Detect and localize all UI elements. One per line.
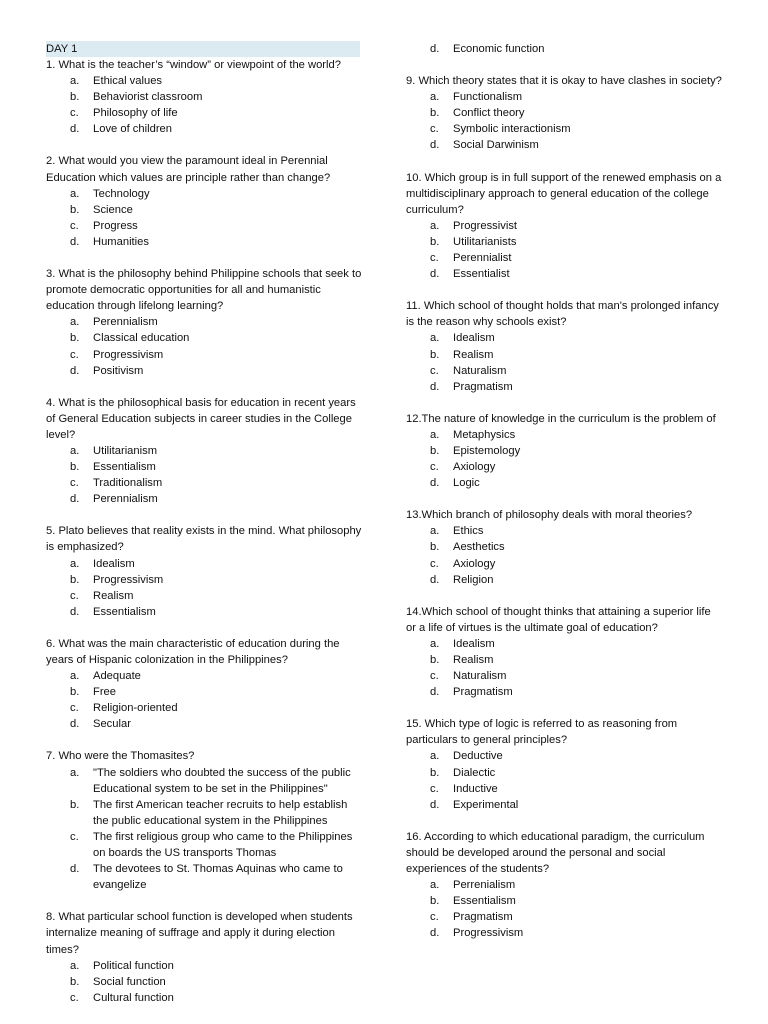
answer-option	[46, 765, 362, 797]
answer-option	[406, 379, 722, 395]
question-text: 6. What was the main characteristic of education during the years of Hispanic colonization in the Philippines?	[46, 637, 343, 666]
question-text: 16. According to which educational paradigm, the curriculum should be developed around the personal and social experiences of the students?	[406, 830, 708, 876]
question-text: 12.The nature of knowledge in the curriculum is the problem of	[406, 412, 716, 425]
answer-option	[406, 797, 722, 813]
option-letter: a.	[430, 525, 440, 538]
answer-option	[406, 250, 722, 266]
option-letter: d.	[430, 798, 440, 811]
option-letter: d.	[70, 123, 80, 136]
answer-option	[46, 73, 362, 89]
answer-option	[406, 636, 722, 652]
question-block	[406, 298, 722, 395]
option-letter: a.	[430, 332, 440, 345]
option-letter: c.	[70, 589, 79, 602]
option-letter: b.	[70, 798, 80, 811]
answer-option	[406, 877, 722, 893]
answer-option	[406, 652, 722, 668]
option-letter: a.	[430, 219, 440, 232]
answer-option	[46, 105, 362, 121]
answer-option	[46, 588, 362, 604]
option-letter: a.	[70, 670, 80, 683]
option-letter: a.	[70, 766, 80, 779]
answer-option	[406, 748, 722, 764]
option-letter: b.	[430, 654, 440, 666]
option-letter: d.	[430, 139, 440, 152]
question-block	[46, 57, 362, 137]
answer-option	[46, 475, 362, 491]
option-text: Essentialist	[453, 268, 510, 281]
option-text: Science	[93, 203, 133, 216]
option-text: Naturalism	[453, 670, 507, 683]
question-block	[46, 909, 362, 1006]
question-text: 8. What particular school function is developed when students internalize meaning of suffrage and apply it during election times?	[46, 911, 356, 956]
option-text: Realism	[93, 589, 134, 602]
option-text: Cultural function	[93, 991, 174, 1004]
option-text: Pragmatism	[453, 911, 513, 924]
option-letter: a.	[70, 444, 80, 457]
option-text: The first religious group who came to the Philippines on boards the US transports Thomas	[93, 830, 353, 860]
question-text: 11. Which school of thought holds that man's prolonged infancy is the reason why schools exist?	[406, 300, 722, 329]
option-text: Idealism	[93, 557, 135, 570]
option-text: Philosophy of life	[93, 107, 178, 120]
option-text: Dialectic	[453, 766, 496, 779]
option-text: Love of children	[93, 123, 172, 136]
option-text: Technology	[93, 187, 150, 200]
option-text: Axiology	[453, 461, 496, 474]
answer-option	[406, 363, 722, 379]
option-letter: c.	[70, 830, 79, 843]
option-text: Utilitarianism	[93, 444, 158, 457]
question-text: 7. Who were the Thomasites?	[46, 750, 195, 763]
answer-option	[46, 314, 362, 330]
answer-option	[406, 765, 722, 781]
option-text: The devotees to St. Thomas Aquinas who came to evangelize	[93, 863, 343, 892]
option-text: Humanities	[93, 235, 149, 248]
option-letter: c.	[70, 991, 79, 1004]
option-text: Economic function	[453, 43, 545, 55]
option-text: Pragmatism	[453, 380, 513, 393]
option-letter: a.	[70, 959, 80, 972]
answer-option	[46, 668, 362, 684]
question-text: 10. Which group is in full support of the renewed emphasis on a multidisciplinary approach to general education of the college curriculum?	[406, 171, 725, 216]
answer-option	[406, 925, 722, 941]
question-block	[46, 523, 365, 620]
day-title: DAY 1	[46, 41, 360, 57]
option-letter: b.	[430, 348, 440, 361]
answer-option	[46, 684, 362, 700]
option-text: Idealism	[453, 637, 495, 650]
option-letter: b.	[70, 461, 80, 474]
answer-option	[406, 459, 722, 475]
option-text: Aesthetics	[453, 541, 505, 554]
option-letter: a.	[430, 91, 440, 104]
option-letter: b.	[430, 444, 440, 457]
question-block	[46, 266, 365, 379]
option-text: Traditionalism	[93, 477, 163, 490]
answer-option	[406, 347, 722, 363]
option-text: Perennialism	[93, 493, 158, 506]
answer-option	[46, 89, 362, 105]
option-text: Free	[93, 686, 117, 699]
right-question-list	[406, 73, 725, 941]
option-text: Progressivism	[93, 573, 164, 586]
question-block	[46, 636, 362, 733]
option-letter: d.	[430, 686, 440, 699]
answer-option	[406, 218, 722, 234]
question-block	[406, 170, 725, 283]
option-letter: c.	[430, 123, 439, 136]
option-letter: c.	[70, 348, 79, 361]
answer-option	[46, 990, 362, 1006]
option-letter: c.	[430, 252, 439, 265]
option-letter: a.	[430, 750, 440, 763]
option-text: Deductive	[453, 750, 503, 763]
option-letter: a.	[70, 557, 80, 570]
option-letter: a.	[430, 637, 440, 650]
answer-option	[46, 861, 362, 893]
answer-option	[46, 572, 362, 588]
option-text: Secular	[93, 718, 131, 731]
option-letter: b.	[430, 541, 440, 554]
option-letter: c.	[430, 782, 439, 795]
option-letter: d.	[430, 268, 440, 281]
question-text: 1. What is the teacher’s “window” or viewpoint of the world?	[46, 59, 341, 71]
option-text: Behaviorist classroom	[93, 91, 203, 104]
option-letter: d.	[430, 573, 440, 586]
answer-option	[406, 137, 722, 153]
question-text: 13.Which branch of philosophy deals with moral theories?	[406, 509, 693, 522]
answer-option	[46, 716, 362, 732]
option-text: Ethics	[453, 525, 484, 538]
answer-option	[406, 121, 722, 137]
option-letter: d.	[70, 863, 80, 876]
option-letter: a.	[70, 75, 80, 88]
answer-option	[406, 668, 722, 684]
option-text: Social function	[93, 975, 166, 988]
answer-option	[46, 121, 362, 137]
option-text: Axiology	[453, 557, 496, 570]
option-letter: b.	[70, 332, 80, 345]
option-letter: b.	[430, 766, 440, 779]
question-block	[406, 829, 722, 942]
option-text: Progressivism	[453, 927, 524, 940]
answer-option	[406, 105, 722, 121]
option-text: Essentialism	[453, 895, 516, 908]
option-text: Ethical values	[93, 75, 163, 88]
option-text: Inductive	[453, 782, 498, 795]
option-text: Political function	[93, 959, 174, 972]
option-letter: c.	[430, 557, 439, 570]
answer-option	[406, 684, 722, 700]
option-letter: a.	[430, 879, 440, 892]
option-letter: c.	[70, 107, 79, 120]
answer-option	[406, 523, 722, 539]
option-text: The first American teacher recruits to help establish the public educational system in the Philippines	[93, 798, 348, 827]
question-block	[406, 507, 722, 587]
option-text: Naturalism	[453, 364, 507, 377]
option-text: Conflict theory	[453, 107, 525, 120]
option-text: Metaphysics	[453, 428, 516, 441]
question-text: 14.Which school of thought thinks that attaining a superior life or a life of virtues is the ultimate goal of education?	[406, 605, 714, 634]
option-text: Religion	[453, 573, 494, 586]
option-text: Realism	[453, 348, 494, 361]
question-text: 15. Which type of logic is referred to as reasoning from particulars to general principles?	[406, 718, 681, 747]
option-text: Progressivist	[453, 219, 518, 232]
option-letter: d.	[430, 927, 440, 940]
question-text: 5. Plato believes that reality exists in the mind. What philosophy is emphasized?	[46, 525, 365, 554]
option-letter: c.	[430, 911, 439, 924]
answer-option	[46, 700, 362, 716]
answer-option	[46, 363, 362, 379]
answer-option	[406, 89, 722, 105]
option-letter: d.	[70, 493, 80, 506]
option-letter: b.	[430, 107, 440, 120]
option-letter: a.	[70, 316, 80, 329]
answer-option	[46, 330, 362, 346]
answer-option	[406, 330, 722, 346]
option-letter: c.	[70, 219, 79, 232]
option-letter: b.	[430, 235, 440, 248]
question-block	[46, 395, 362, 508]
question-text: 3. What is the philosophy behind Philippine schools that seek to promote democratic opportunities for all and humanistic education through lifelong learning?	[46, 268, 365, 313]
answer-option	[406, 539, 722, 555]
answer-option	[406, 556, 722, 572]
option-text: Utilitarianists	[453, 235, 517, 248]
answer-option	[46, 347, 362, 363]
option-text: Experimental	[453, 798, 519, 811]
option-letter: b.	[70, 203, 80, 216]
option-letter: b.	[70, 573, 80, 586]
question-block	[46, 748, 362, 893]
answer-option	[46, 556, 362, 572]
question-block	[406, 411, 722, 491]
question-text: 9. Which theory states that it is okay to have clashes in society?	[406, 75, 722, 88]
question-block	[406, 73, 722, 153]
option-text: Functionalism	[453, 91, 523, 104]
option-text: Perrenialism	[453, 879, 516, 892]
option-text: Religion-oriented	[93, 702, 178, 715]
question-block	[46, 153, 362, 250]
answer-option	[46, 186, 362, 202]
answer-option	[46, 958, 362, 974]
answer-option	[406, 475, 722, 491]
option-letter: a.	[430, 428, 440, 441]
option-letter: c.	[70, 702, 79, 715]
question-text: 4. What is the philosophical basis for education in recent years of General Education subjects in career studies in the College level?	[46, 396, 359, 441]
option-letter: a.	[70, 187, 80, 200]
option-text: Social Darwinism	[453, 139, 539, 152]
continued-option	[406, 41, 722, 57]
option-text: Classical education	[93, 332, 190, 345]
option-letter: d.	[430, 380, 440, 393]
option-letter: b.	[70, 975, 80, 988]
answer-option	[46, 234, 362, 250]
option-letter: b.	[430, 895, 440, 908]
option-letter: c.	[430, 461, 439, 474]
option-text: Idealism	[453, 332, 495, 345]
answer-option	[406, 266, 722, 282]
answer-option	[406, 781, 722, 797]
option-letter: d.	[70, 235, 80, 248]
left-column	[46, 41, 365, 1006]
option-letter: c.	[70, 477, 79, 490]
option-text: Essentialism	[93, 461, 156, 474]
option-letter: c.	[430, 670, 439, 683]
option-letter: d.	[430, 43, 440, 55]
option-text: Essentialism	[93, 605, 156, 618]
right-column	[406, 41, 725, 942]
option-letter: c.	[430, 364, 439, 377]
option-letter: d.	[70, 605, 80, 618]
option-letter: b.	[70, 91, 80, 104]
question-block	[406, 604, 722, 701]
option-letter: b.	[70, 686, 80, 699]
answer-option	[406, 893, 722, 909]
option-letter: d.	[70, 364, 80, 377]
option-text: Perennialism	[93, 316, 158, 329]
answer-option	[46, 218, 362, 234]
option-text: Symbolic interactionism	[453, 123, 571, 136]
option-text: Epistemology	[453, 444, 521, 457]
option-text: "The soldiers who doubted the success of the public Educational system to be set in the Philippines"	[93, 766, 351, 795]
answer-option	[406, 234, 722, 250]
question-text: 2. What would you view the paramount ideal in Perennial Education which values are principle rather than change?	[46, 155, 331, 184]
answer-option	[406, 909, 722, 925]
answer-option	[46, 604, 362, 620]
question-block	[406, 716, 722, 813]
answer-option	[46, 202, 362, 218]
answer-option	[406, 427, 722, 443]
answer-option	[46, 443, 362, 459]
option-text: Positivism	[93, 364, 144, 377]
answer-option	[406, 443, 722, 459]
option-letter: d.	[70, 718, 80, 731]
option-text: Realism	[453, 654, 494, 666]
answer-option	[46, 829, 362, 861]
answer-option	[406, 572, 722, 588]
option-text: Logic	[453, 477, 480, 490]
answer-option	[46, 491, 362, 507]
answer-option	[46, 974, 362, 990]
option-text: Perennialist	[453, 252, 512, 265]
answer-option	[46, 797, 362, 829]
option-text: Progress	[93, 219, 138, 232]
left-question-list	[46, 57, 365, 1006]
option-text: Progressivism	[93, 348, 164, 361]
answer-option	[46, 459, 362, 475]
option-text: Adequate	[93, 670, 141, 683]
option-letter: d.	[430, 477, 440, 490]
option-text: Pragmatism	[453, 686, 513, 699]
